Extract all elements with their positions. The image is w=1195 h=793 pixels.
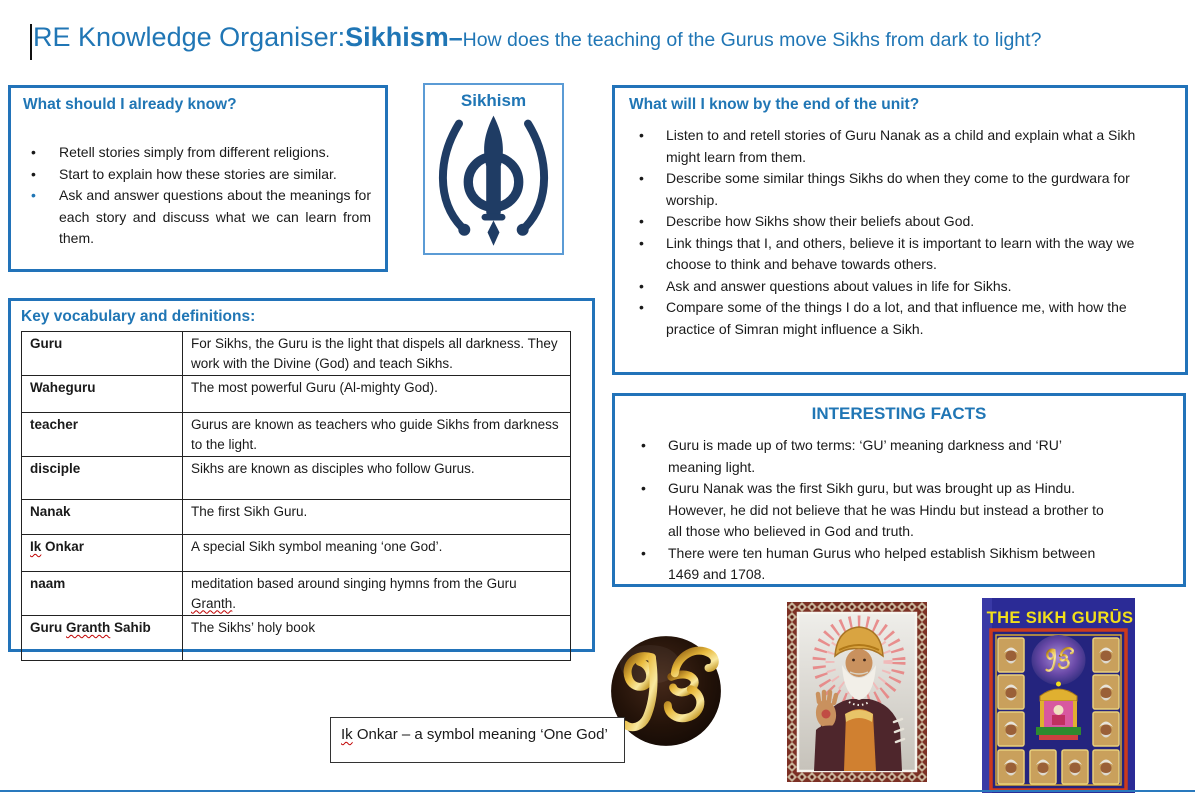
list-item: • Retell stories simply from different religions. [23,142,375,164]
vocabulary-heading: Key vocabulary and definitions: [21,308,256,325]
vocabulary-panel [8,298,595,652]
title-subject: Sikhism [345,22,449,52]
misspelled-word: Granth [66,620,111,635]
list-item: • Listen to and retell stories of Guru Nanak as a child and explain what a Sikh might learn from them. [629,125,1165,168]
table-row [22,376,571,413]
table-row [22,332,571,376]
khanda-icon [425,113,562,251]
list-item: • Ask and answer questions about the meanings for each story and discuss what we can learn from them. [23,185,375,250]
vocab-term [22,535,183,572]
vocab-term: teacher [22,413,183,457]
table-row [22,457,571,500]
sikh-gurus-poster-image [982,598,1135,793]
list-item: • Guru Nanak was the first Sikh guru, but was brought up as Hindu. However, he did not believe that he was Hindu but instead a brother to all those who believed in God and truth. [631,478,1115,543]
vocab-definition [183,572,571,616]
list-item: • Guru is made up of two terms: ‘GU’ meaning darkness and ‘RU’ meaning light. [631,435,1115,478]
vocab-term: Nanak [22,500,183,535]
vocab-def-pre: meditation based around singing hymns from the Guru [191,576,517,591]
vocab-term: naam [22,572,183,616]
list-item: • Ask and answer questions about values in life for Sikhs. [629,276,1165,298]
page-title [33,22,1041,53]
misspelled-word: Granth [191,595,233,611]
table-row [22,413,571,457]
list-item: • Compare some of the things I do a lot, and that influence me, with how the practice of Simran might influence a Sikh. [629,297,1165,340]
vocab-term-pre: Guru [30,620,66,635]
already-know-panel [8,85,388,272]
vocab-definition: The most powerful Guru (Al-mighty God). [183,376,571,413]
vocab-definition: Gurus are known as teachers who guide Sikhs from darkness to the light. [183,413,571,457]
vocabulary-table [21,331,571,661]
list-item: • There were ten human Gurus who helped establish Sikhism between 1469 and 1708. [631,543,1115,586]
vocab-definition: For Sikhs, the Guru is the light that dispels all darkness. They work with the Divine (God) and teach Sikhs. [183,332,571,376]
list-item: • Describe some similar things Sikhs do when they come to the gurdwara for worship. [629,168,1165,211]
vocab-term: Waheguru [22,376,183,413]
list-item: • Describe how Sikhs show their beliefs about God. [629,211,1165,233]
text-cursor [30,24,32,60]
end-of-unit-panel [612,85,1188,375]
ik-onkar-caption [330,717,625,763]
vocab-definition: The first Sikh Guru. [183,500,571,535]
end-of-unit-list [629,125,1171,340]
title-separator: – [448,24,463,52]
already-know-heading: What should I already know? [23,96,237,113]
table-row [22,616,571,661]
misspelled-word: Ik [341,726,353,743]
vocab-term-rest: Sahib [110,620,151,635]
vocab-definition: Sikhs are known as disciples who follow Gurus. [183,457,571,500]
title-prefix: RE Knowledge Organiser: [33,22,346,52]
subject-card [423,83,564,255]
interesting-facts-list [631,435,1167,586]
misspelled-word: Ik [30,539,42,554]
page-bottom-border [0,790,1195,792]
vocab-definition: A special Sikh symbol meaning ‘one God’. [183,535,571,572]
list-item: • Link things that I, and others, believe it is important to learn with the way we choose to think and behave towards others. [629,233,1165,276]
interesting-facts-heading: INTERESTING FACTS [811,404,987,423]
list-item: • Start to explain how these stories are similar. [23,164,375,186]
poster-title: THE SIKH GURŪS [986,609,1134,627]
table-row [22,572,571,616]
vocab-term-rest: Onkar [41,539,85,554]
vocab-term: disciple [22,457,183,500]
vocab-definition: The Sikhs’ holy book [183,616,571,661]
title-question: How does the teaching of the Gurus move Sikhs from dark to light? [462,29,1042,51]
caption-text: Onkar – a symbol meaning ‘One God’ [352,726,608,743]
vocab-term [22,616,183,661]
interesting-facts-panel [612,393,1186,587]
vocab-term: Guru [22,332,183,376]
table-row [22,500,571,535]
table-row [22,535,571,572]
already-know-list [23,142,375,250]
subject-card-label: Sikhism [460,91,527,110]
end-of-unit-heading: What will I know by the end of the unit? [629,96,920,113]
guru-nanak-portrait-image [787,602,927,782]
vocab-def-post: . [232,595,237,611]
